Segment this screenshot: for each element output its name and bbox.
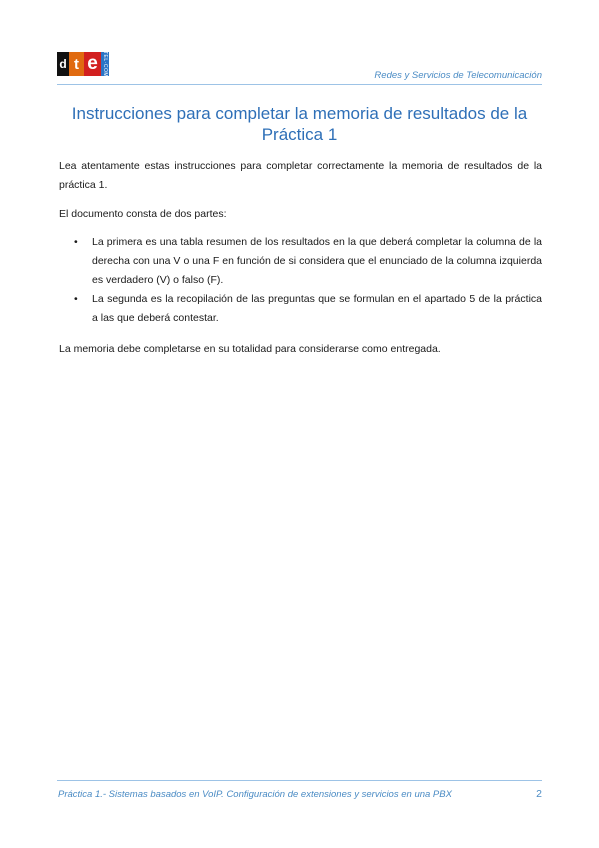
dte-logo bbox=[57, 52, 109, 76]
closing-paragraph: La memoria debe completarse en su totalidad para considerarse como entregada. bbox=[59, 343, 441, 355]
document-title: Instrucciones para completar la memoria de resultados de la Práctica 1 bbox=[71, 104, 528, 144]
header-divider bbox=[57, 84, 542, 85]
header-course-name: Redes y Servicios de Telecomunicación bbox=[374, 70, 542, 81]
bullet-icon: • bbox=[74, 293, 78, 305]
list-item-text: La primera es una tabla resumen de los resultados en la que deberá completar la columna de la derecha con una V o una F en función de si considera que el enunciado de la columna izquierda es verdadero (V) o falso (F). bbox=[92, 236, 542, 286]
bullet-icon: • bbox=[74, 236, 78, 248]
logo-letter-t: t bbox=[69, 52, 84, 76]
logo-small-text: TEL·COM bbox=[102, 51, 108, 77]
list-item bbox=[59, 233, 542, 290]
list-item-text: La segunda es la recopilación de las preguntas que se formulan en el apartado 5 de la práctica a las que deberá contestar. bbox=[92, 293, 542, 324]
logo-letter-d: d bbox=[57, 52, 69, 76]
page-number: 2 bbox=[536, 788, 542, 800]
parts-list bbox=[59, 233, 542, 328]
footer-practice-title: Práctica 1.- Sistemas basados en VoIP. Configuración de extensiones y servicios en una PBX bbox=[58, 789, 452, 800]
parts-paragraph: El documento consta de dos partes: bbox=[59, 208, 227, 220]
intro-paragraph: Lea atentamente estas instrucciones para completar correctamente la memoria de resultados de la práctica 1. bbox=[59, 160, 542, 191]
logo-letter-e: e bbox=[84, 52, 101, 76]
footer-divider bbox=[57, 780, 542, 781]
list-item bbox=[59, 290, 542, 328]
